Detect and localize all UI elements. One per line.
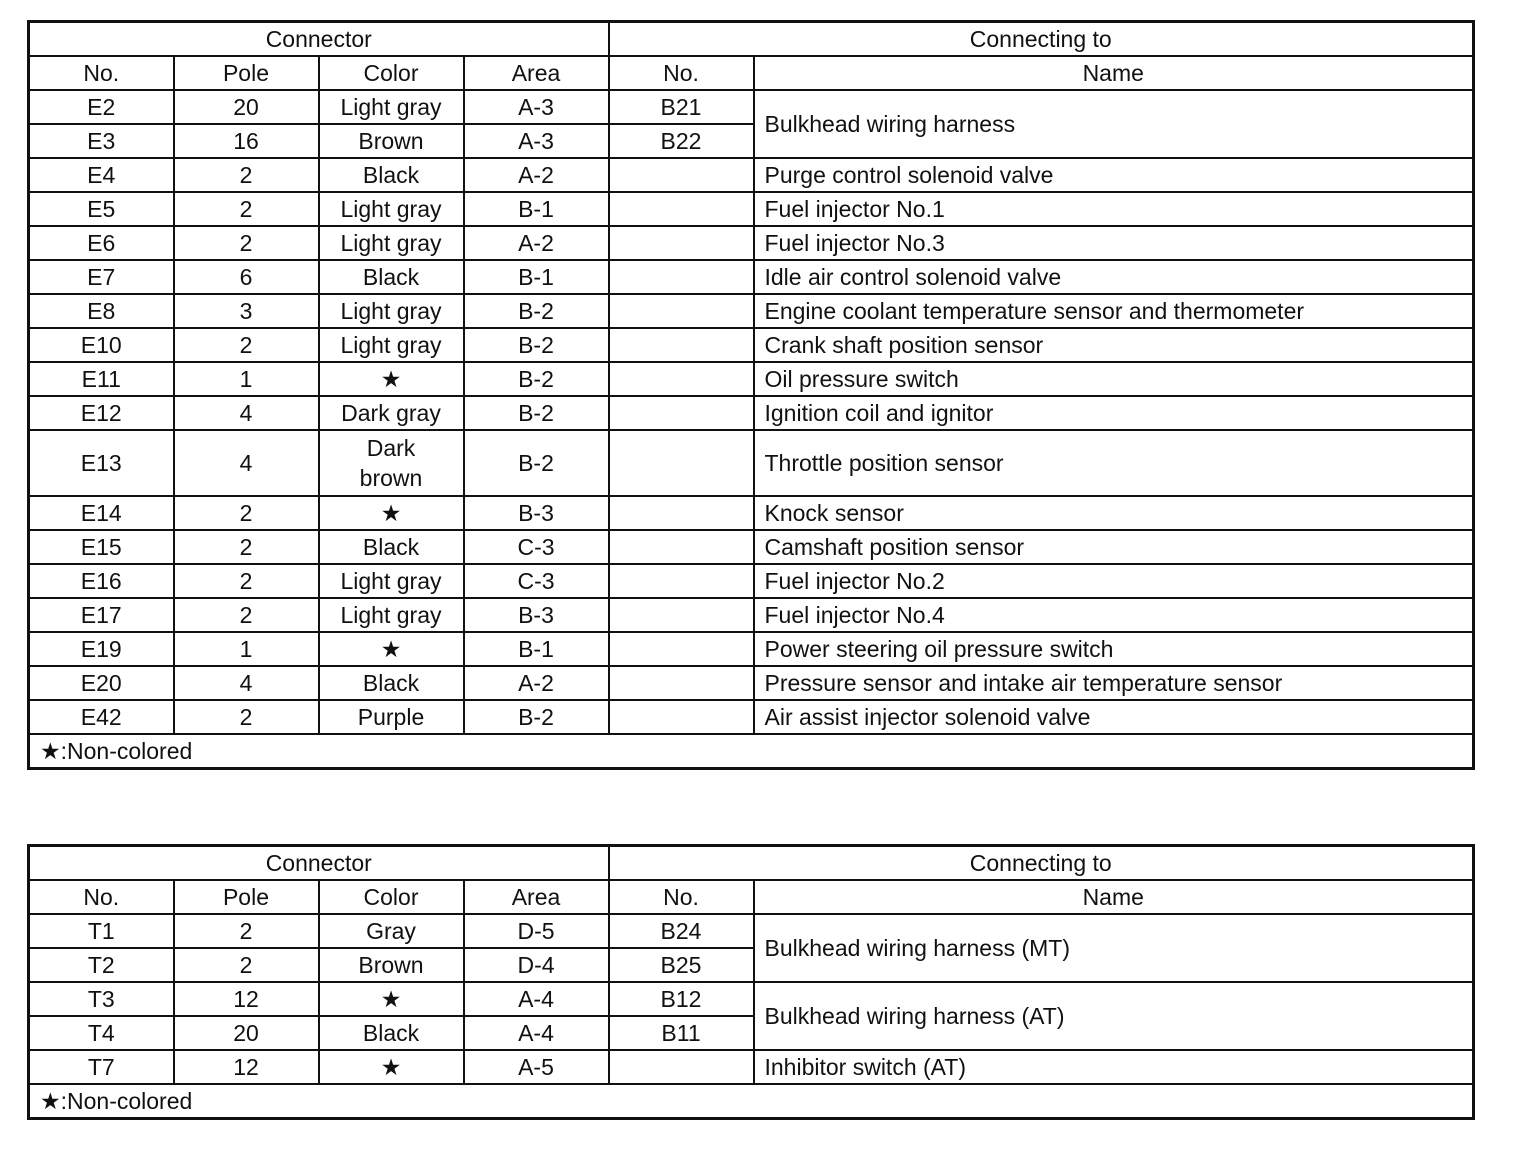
connector-no: E15 [29, 530, 174, 564]
connecting-to-no [609, 294, 754, 328]
connector-no: E5 [29, 192, 174, 226]
connecting-to-name: Bulkhead wiring harness (MT) [754, 914, 1474, 982]
group-header-row [29, 846, 1474, 881]
connector-area: A-3 [464, 124, 609, 158]
table-row [29, 362, 1474, 396]
connector-color: ★ [319, 982, 464, 1016]
connecting-to-name: Crank shaft position sensor [754, 328, 1474, 362]
connector-pole: 2 [174, 700, 319, 734]
connector-pole: 2 [174, 598, 319, 632]
connector-area: A-4 [464, 1016, 609, 1050]
connecting-to-no [609, 430, 754, 496]
table-row [29, 396, 1474, 430]
connector-no: T1 [29, 914, 174, 948]
connector-no: E10 [29, 328, 174, 362]
connector-no: E16 [29, 564, 174, 598]
connecting-to-no [609, 158, 754, 192]
table-row [29, 564, 1474, 598]
connecting-to-no [609, 666, 754, 700]
connector-area: D-4 [464, 948, 609, 982]
connector-color: Light gray [319, 328, 464, 362]
connector-no: E12 [29, 396, 174, 430]
connector-pole: 2 [174, 192, 319, 226]
connecting-to-no: B12 [609, 982, 754, 1016]
group-header-row [29, 22, 1474, 57]
col-header-name: Name [754, 56, 1474, 90]
table-row [29, 430, 1474, 496]
connecting-to-name: Purge control solenoid valve [754, 158, 1474, 192]
connecting-to-no: B24 [609, 914, 754, 948]
table-row [29, 666, 1474, 700]
connector-color: Black [319, 158, 464, 192]
table-row [29, 700, 1474, 734]
connector-color: ★ [319, 1050, 464, 1084]
col-header-pole: Pole [174, 880, 319, 914]
connecting-to-no [609, 260, 754, 294]
connector-color: Dark gray [319, 396, 464, 430]
connecting-to-name: Oil pressure switch [754, 362, 1474, 396]
connector-color: Light gray [319, 294, 464, 328]
connector-area: A-2 [464, 226, 609, 260]
connecting-to-name: Power steering oil pressure switch [754, 632, 1474, 666]
connector-no: T3 [29, 982, 174, 1016]
connector-area: B-2 [464, 362, 609, 396]
connector-color: Dark brown [319, 430, 464, 496]
connecting-to-no: B21 [609, 90, 754, 124]
connector-area: C-3 [464, 564, 609, 598]
connecting-to-name: Fuel injector No.4 [754, 598, 1474, 632]
connector-pole: 16 [174, 124, 319, 158]
table-row [29, 294, 1474, 328]
connecting-to-name: Engine coolant temperature sensor and thermometer [754, 294, 1474, 328]
connector-color: Black [319, 530, 464, 564]
connecting-to-name: Idle air control solenoid valve [754, 260, 1474, 294]
connecting-to-name: Knock sensor [754, 496, 1474, 530]
table-row [29, 982, 1474, 1016]
table-row [29, 192, 1474, 226]
connector-area: B-2 [464, 294, 609, 328]
connector-pole: 20 [174, 1016, 319, 1050]
connecting-to-no: B22 [609, 124, 754, 158]
connector-no: E7 [29, 260, 174, 294]
connecting-to-no [609, 496, 754, 530]
connector-color: Gray [319, 914, 464, 948]
table-row [29, 226, 1474, 260]
connector-no: T2 [29, 948, 174, 982]
connector-pole: 12 [174, 1050, 319, 1084]
connecting-to-name: Throttle position sensor [754, 430, 1474, 496]
connector-color: ★ [319, 496, 464, 530]
col-header-no: No. [29, 880, 174, 914]
table-row [29, 496, 1474, 530]
connector-color: Brown [319, 124, 464, 158]
connector-area: B-2 [464, 328, 609, 362]
connector-pole: 2 [174, 158, 319, 192]
connecting-to-no [609, 530, 754, 564]
connector-no: E3 [29, 124, 174, 158]
connecting-to-no [609, 396, 754, 430]
connector-color: Light gray [319, 564, 464, 598]
connector-pole: 2 [174, 328, 319, 362]
connector-pole: 4 [174, 430, 319, 496]
col-header-area: Area [464, 880, 609, 914]
connector-area: B-3 [464, 496, 609, 530]
connector-area: D-5 [464, 914, 609, 948]
connector-pole: 1 [174, 362, 319, 396]
column-header-row [29, 56, 1474, 90]
col-header-color: Color [319, 880, 464, 914]
col-header-to-no: No. [609, 56, 754, 90]
footnote: ★:Non-colored [29, 734, 1474, 769]
connector-color: Black [319, 260, 464, 294]
connector-color: Light gray [319, 90, 464, 124]
connector-area: B-2 [464, 700, 609, 734]
col-header-to-no: No. [609, 880, 754, 914]
connector-pole: 2 [174, 914, 319, 948]
connecting-to-group-header: Connecting to [609, 22, 1474, 57]
connector-group-header: Connector [29, 22, 609, 57]
connector-pole: 3 [174, 294, 319, 328]
connecting-to-no [609, 1050, 754, 1084]
connecting-to-no: B11 [609, 1016, 754, 1050]
connector-color: Brown [319, 948, 464, 982]
connecting-to-name: Inhibitor switch (AT) [754, 1050, 1474, 1084]
connector-pole: 2 [174, 564, 319, 598]
connector-pole: 2 [174, 948, 319, 982]
col-header-color: Color [319, 56, 464, 90]
connector-area: A-3 [464, 90, 609, 124]
connecting-to-name: Ignition coil and ignitor [754, 396, 1474, 430]
connector-no: E19 [29, 632, 174, 666]
connector-color: Light gray [319, 192, 464, 226]
connector-no: E2 [29, 90, 174, 124]
connector-no: E8 [29, 294, 174, 328]
connector-pole: 2 [174, 530, 319, 564]
connector-no: E11 [29, 362, 174, 396]
connecting-to-no [609, 362, 754, 396]
col-header-no: No. [29, 56, 174, 90]
connector-pole: 1 [174, 632, 319, 666]
table-row [29, 632, 1474, 666]
connector-no: E17 [29, 598, 174, 632]
connecting-to-name: Bulkhead wiring harness [754, 90, 1474, 158]
connector-area: C-3 [464, 530, 609, 564]
table-row [29, 1050, 1474, 1084]
connecting-to-no [609, 226, 754, 260]
connector-area: A-4 [464, 982, 609, 1016]
connecting-to-no [609, 192, 754, 226]
connector-color: Black [319, 1016, 464, 1050]
connecting-to-no [609, 700, 754, 734]
connecting-to-no [609, 632, 754, 666]
column-header-row [29, 880, 1474, 914]
connecting-to-name: Pressure sensor and intake air temperature sensor [754, 666, 1474, 700]
connector-area: B-2 [464, 396, 609, 430]
connector-no: T7 [29, 1050, 174, 1084]
connector-pole: 6 [174, 260, 319, 294]
connecting-to-no [609, 564, 754, 598]
table-row [29, 158, 1474, 192]
col-header-name: Name [754, 880, 1474, 914]
table-row [29, 90, 1474, 124]
engine-connector-table [27, 20, 1475, 770]
table-row [29, 598, 1474, 632]
connector-area: B-3 [464, 598, 609, 632]
connecting-to-no: B25 [609, 948, 754, 982]
connector-area: B-2 [464, 430, 609, 496]
footnote-row [29, 1084, 1474, 1119]
connector-color: Black [319, 666, 464, 700]
col-header-pole: Pole [174, 56, 319, 90]
connecting-to-no [609, 598, 754, 632]
col-header-area: Area [464, 56, 609, 90]
connecting-to-name: Fuel injector No.2 [754, 564, 1474, 598]
connector-pole: 12 [174, 982, 319, 1016]
connector-color: Light gray [319, 598, 464, 632]
connector-no: E6 [29, 226, 174, 260]
connector-color: ★ [319, 632, 464, 666]
table-row [29, 328, 1474, 362]
connector-color: Light gray [319, 226, 464, 260]
connecting-to-name: Bulkhead wiring harness (AT) [754, 982, 1474, 1050]
connecting-to-name: Fuel injector No.1 [754, 192, 1474, 226]
connector-pole: 4 [174, 396, 319, 430]
connector-group-header: Connector [29, 846, 609, 881]
connector-no: E4 [29, 158, 174, 192]
connector-area: A-5 [464, 1050, 609, 1084]
connecting-to-no [609, 328, 754, 362]
footnote: ★:Non-colored [29, 1084, 1474, 1119]
connector-no: E13 [29, 430, 174, 496]
connector-area: B-1 [464, 632, 609, 666]
connecting-to-group-header: Connecting to [609, 846, 1474, 881]
connector-area: A-2 [464, 158, 609, 192]
connector-pole: 20 [174, 90, 319, 124]
connecting-to-name: Fuel injector No.3 [754, 226, 1474, 260]
connector-no: E20 [29, 666, 174, 700]
connector-pole: 2 [174, 226, 319, 260]
connector-area: B-1 [464, 260, 609, 294]
connecting-to-name: Air assist injector solenoid valve [754, 700, 1474, 734]
connector-area: A-2 [464, 666, 609, 700]
transmission-connector-table [27, 844, 1475, 1120]
connector-color: ★ [319, 362, 464, 396]
connecting-to-name: Camshaft position sensor [754, 530, 1474, 564]
connector-area: B-1 [464, 192, 609, 226]
table-row [29, 260, 1474, 294]
connector-no: E42 [29, 700, 174, 734]
connector-pole: 2 [174, 496, 319, 530]
connector-color: Purple [319, 700, 464, 734]
connector-pole: 4 [174, 666, 319, 700]
connector-no: E14 [29, 496, 174, 530]
table-row [29, 914, 1474, 948]
connector-no: T4 [29, 1016, 174, 1050]
footnote-row [29, 734, 1474, 769]
table-row [29, 530, 1474, 564]
